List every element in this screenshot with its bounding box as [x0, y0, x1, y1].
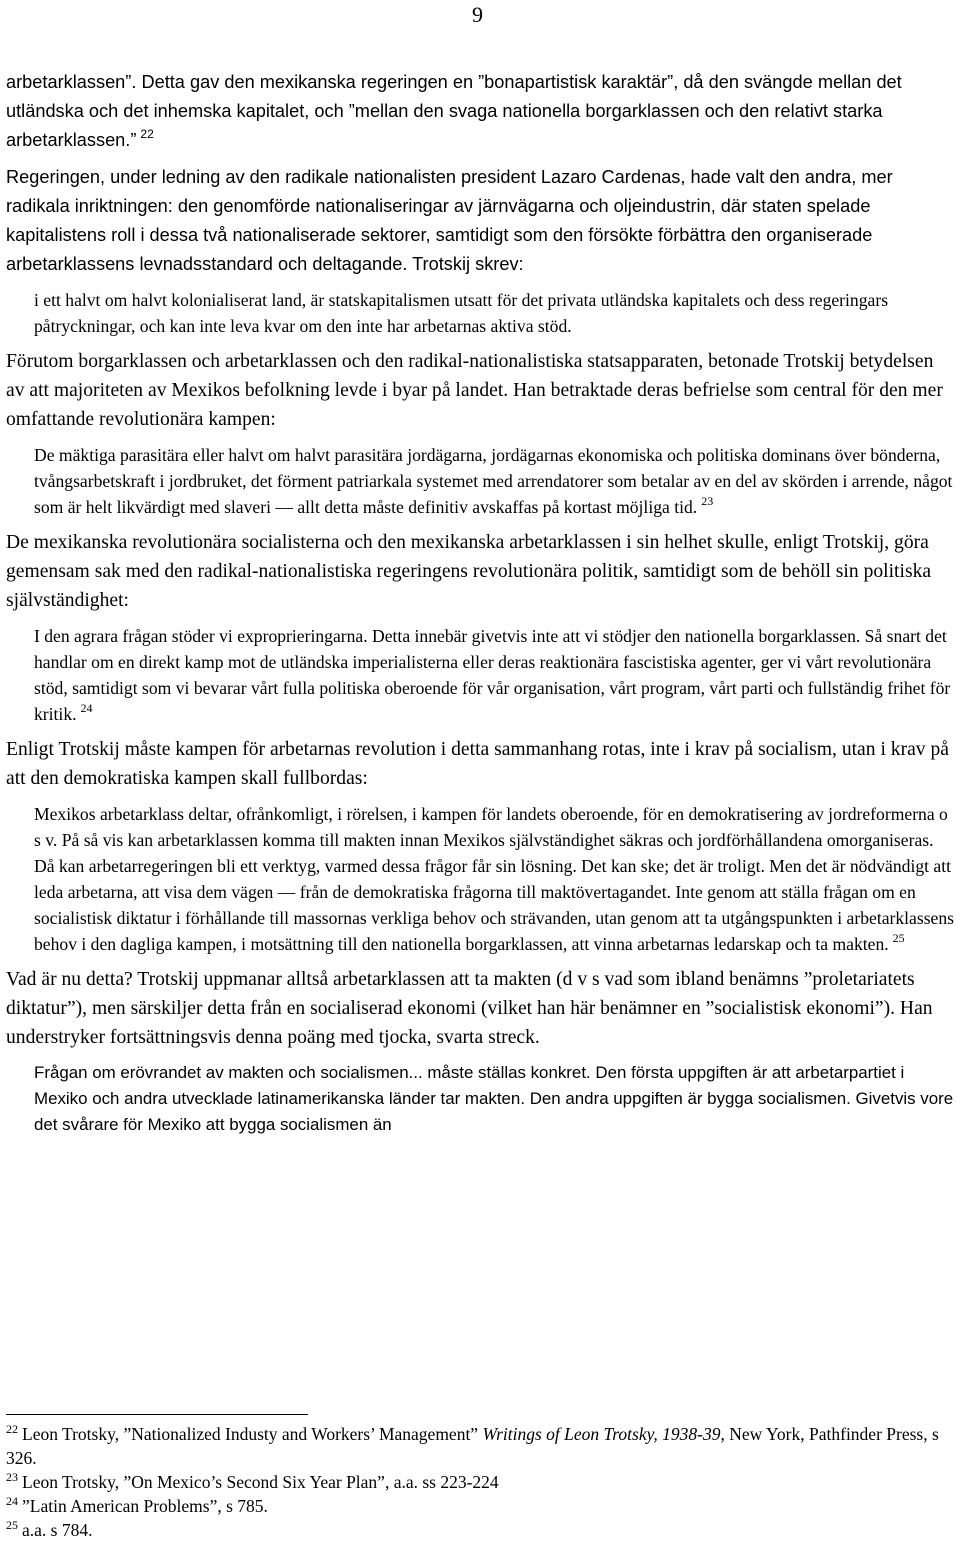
footnote: $^{25}$ a.a. s 784. [6, 1518, 93, 1540]
page-number: 9 [472, 2, 483, 27]
body-paragraph: arbetarklassen”. Detta gav den mexikanska regeringen en ”bonapartistisk karaktär”, då den svängde mellan det utländska och det inhemska kapitalet, och ”mellan den svaga nationella borgarklassen och den relativt starka arbetarklassen.” $^{22}$ [6, 72, 902, 150]
footnote-ref[interactable]: 23 [701, 494, 714, 508]
body-paragraph: Förutom borgarklassen och arbetarklassen och den radikal-nationalistiska statsapparaten, betonade Trotskij betydelsen av att majoriteten av Mexikos befolkning levde i byar på landet. Han betraktade deras befrielse som central för den mer omfattande revolutionära kampen: [6, 351, 943, 430]
footnote-ref[interactable]: 24 [80, 701, 93, 715]
footnote: $^{22}$ Leon Trotsky, ”Nationalized Industy and Workers’ Management” Writings of Leon Trotsky, 1938-39, New York, Pathfinder Press, s 326. [6, 1422, 939, 1468]
footnote-ref[interactable]: 22 [140, 127, 154, 141]
body-paragraph: Regeringen, under ledning av den radikale nationalisten president Lazaro Cardenas, hade valt den andra, mer radikala inriktningen: den genomförde nationaliseringar av järnvägarna och oljeindustrin, där staten spelade kapitalistens roll i dessa två nationaliserade sektorer, samtidigt som den försökte förbättra den organiserade arbetarklassens levnadsstandard och deltagande. Trotskij skrev: [6, 167, 893, 274]
block-quote: Mexikos arbetarklass deltar, ofrånkomligt, i rörelsen, i kampen för landets oberoende, för en demokratisering av jordreformerna o s v. På så vis kan arbetarklassen komma till makten innan Mexikos självständighet säkras och jordförhållandena omorganiseras. Då kan arbetarregeringen bli ett verktyg, varmed dessa frågor får sin lösning. Det kan ske; det är troligt. Men det är nödvändigt att leda arbetarna, att visa dem vägen — från de demokratiska frågorna till maktövertagandet. Inte genom att ställa frågan om en socialistisk diktatur i förhållande till massornas verkliga behov och strävanden, utan genom att ta utgångspunkten i arbetarklassens behov i den dagliga kampen, i motsättning till den nationella borgarklassen, att vinna arbetarnas ledarskap och ta makten. $^{25}$ [34, 804, 955, 954]
block-quote: I den agrara frågan stöder vi exproprieringarna. Detta innebär givetvis inte att vi stödjer den nationella borgarklassen. Så snart det handlar om en direkt kamp mot de utländska imperialisterna eller deras reaktionära fascistiska agenter, ger vi vårt revolutionära stöd, samtidigt som vi bevarar vårt fulla politiska oberoende för vår organisation, vårt program, vårt parti och fullständig frihet för kritik. $^{24}$ [34, 626, 951, 724]
footnotes [6, 1422, 956, 1542]
footnote-divider [6, 1414, 308, 1415]
page-body [6, 68, 956, 1146]
block-quote: i ett halvt om halvt kolonialiserat land, är statskapitalismen utsatt för det privata utländska kapitalets och dess regeringars påtryckningar, och kan inte leva kvar om den inte har arbetarnas aktiva stöd. [34, 290, 889, 336]
block-quote: Frågan om erövrandet av makten och socialismen... måste ställas konkret. Den första uppgiften är att arbetarpartiet i Mexiko och andra utvecklade latinamerikanska länder tar makten. Den andra uppgiften är bygga socialismen. Givetvis vore det svårare för Mexiko att bygga socialismen än [34, 1063, 954, 1134]
body-paragraph: Enligt Trotskij måste kampen för arbetarnas revolution i detta sammanhang rotas, inte i krav på socialism, utan i krav på att den demokratiska kampen skall fullbordas: [6, 739, 949, 789]
block-quote: De mäktiga parasitära eller halvt om halvt parasitära jordägarna, jordägarnas ekonomiska och politiska dominans över bönderna, tvångsarbetskraft i jordbruket, det förment patriarkala systemet med arrendatorer som betalar av en del av skörden i arrende, något som är helt likvärdigt med slaveri — allt detta måste definitiv avskaffas på kortast möjliga tid. $^{23}$ [34, 445, 953, 517]
footnote-ref[interactable]: 25 [892, 931, 905, 945]
footnote: $^{23}$ Leon Trotsky, ”On Mexico’s Second Six Year Plan”, a.a. ss 223-224 [6, 1470, 499, 1492]
body-paragraph: De mexikanska revolutionära socialisterna och den mexikanska arbetarklassen i sin helhet skulle, enligt Trotskij, göra gemensam sak med den radikal-nationalistiska regeringens revolutionära politik, samtidigt som de behöll sin politiska självständighet: [6, 532, 932, 611]
body-paragraph: Vad är nu detta? Trotskij uppmanar alltså arbetarklassen att ta makten (d v s vad som ibland benämns ”proletariatets diktatur”), men särskiljer detta från en socialiserad ekonomi (vilket han här benämner en ”socialistisk ekonomi”). Han understryker fortsättningsvis denna poäng med tjocka, svarta streck. [6, 969, 933, 1048]
footnote: $^{24}$ ”Latin American Problems”, s 785. [6, 1494, 268, 1516]
